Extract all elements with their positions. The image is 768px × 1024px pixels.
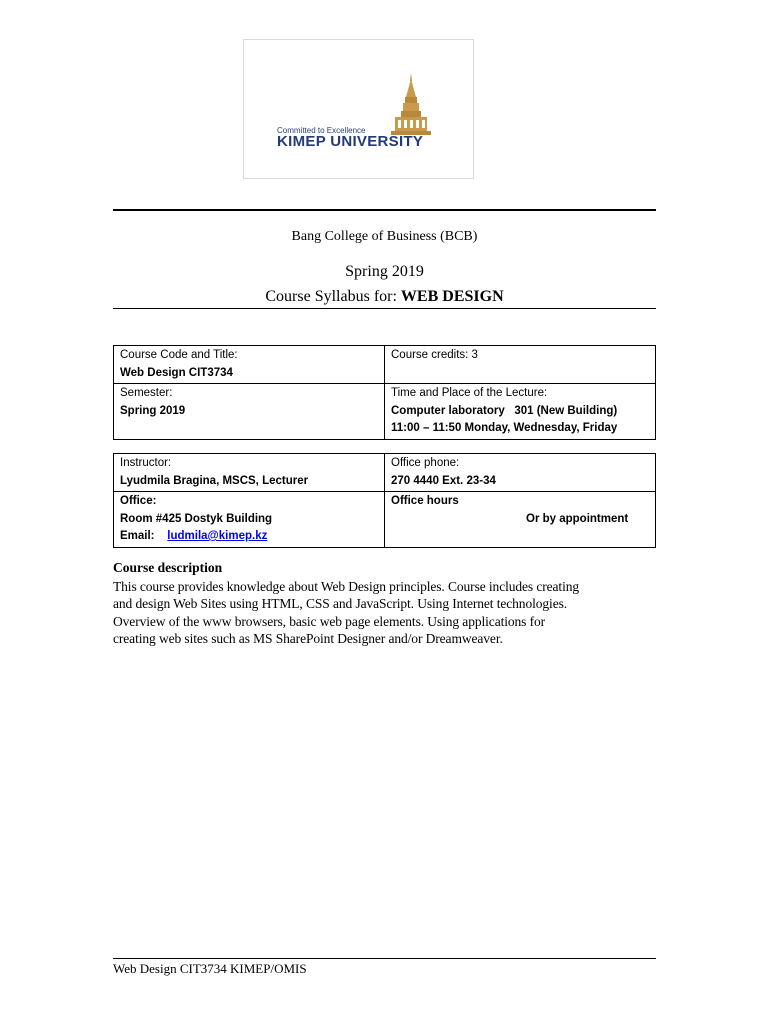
description-line: creating web sites such as MS SharePoint Designer and/or Dreamweaver.: [113, 630, 503, 646]
tower-icon: [391, 73, 431, 139]
college-name: Bang College of Business (BCB): [291, 229, 478, 244]
instructor-info-table: [113, 453, 656, 548]
syllabus-title: [113, 288, 656, 306]
lecture-place: Computer laboratory 301 (New Building): [391, 404, 618, 417]
divider-mid: [113, 308, 656, 309]
footer-divider: [113, 958, 656, 959]
office-value: Room #425 Dostyk Building: [120, 512, 273, 525]
semester-title: Spring 2019: [345, 263, 424, 280]
lecture-time: 11:00 – 11:50 Monday, Wednesday, Friday: [391, 422, 618, 434]
lecture-cell: [385, 384, 656, 440]
office-hours-value: Or by appointment: [526, 512, 629, 525]
course-code-value: Web Design CIT3734: [120, 366, 233, 379]
course-info-table: [113, 345, 656, 440]
semester-value: Spring 2019: [120, 404, 186, 417]
office-phone-label: Office phone:: [391, 457, 460, 469]
email-label: Email:: [120, 530, 155, 542]
course-credits-cell: [385, 346, 656, 384]
description-line: and design Web Sites using HTML, CSS and JavaScript. Using Internet technologies.: [113, 596, 568, 612]
description-heading: Course description: [113, 560, 223, 575]
course-code-cell: [114, 346, 385, 384]
course-credits-label: Course credits: 3: [391, 349, 478, 361]
divider-top: [113, 209, 656, 211]
table-row: [114, 346, 656, 384]
description-body: [113, 578, 653, 647]
email-link[interactable]: ludmila@kimep.kz: [167, 530, 268, 542]
office-label: Office:: [120, 495, 157, 507]
table-row: [114, 492, 656, 548]
semester-label: Semester:: [120, 387, 173, 399]
office-hours-cell: [385, 492, 656, 548]
instructor-label: Instructor:: [120, 457, 172, 469]
instructor-cell: [114, 454, 385, 492]
description-line: Overview of the www browsers, basic web page elements. Using applications for: [113, 613, 546, 629]
table-row: [114, 454, 656, 492]
lecture-label: Time and Place of the Lecture:: [391, 387, 548, 399]
table-row: [114, 384, 656, 440]
syllabus-prefix: Course Syllabus for:: [265, 288, 401, 305]
footer-text: Web Design CIT3734 KIMEP/OMIS: [113, 961, 307, 976]
university-logo: [243, 39, 474, 179]
office-phone-cell: [385, 454, 656, 492]
course-name: WEB DESIGN: [400, 288, 504, 305]
course-code-label: Course Code and Title:: [120, 349, 238, 361]
office-phone-value: 270 4440 Ext. 23-34: [391, 474, 496, 487]
email-row: [120, 528, 378, 546]
office-cell: [114, 492, 385, 548]
logo-tagline: Committed to Excellence: [277, 126, 366, 135]
office-hours-label: Office hours: [391, 495, 459, 507]
semester-cell: [114, 384, 385, 440]
instructor-value: Lyudmila Bragina, MSCS, Lecturer: [120, 474, 309, 487]
logo-name: KIMEP UNIVERSITY: [277, 133, 424, 150]
description-line: This course provides knowledge about Web Design principles. Course includes creating: [113, 579, 580, 594]
